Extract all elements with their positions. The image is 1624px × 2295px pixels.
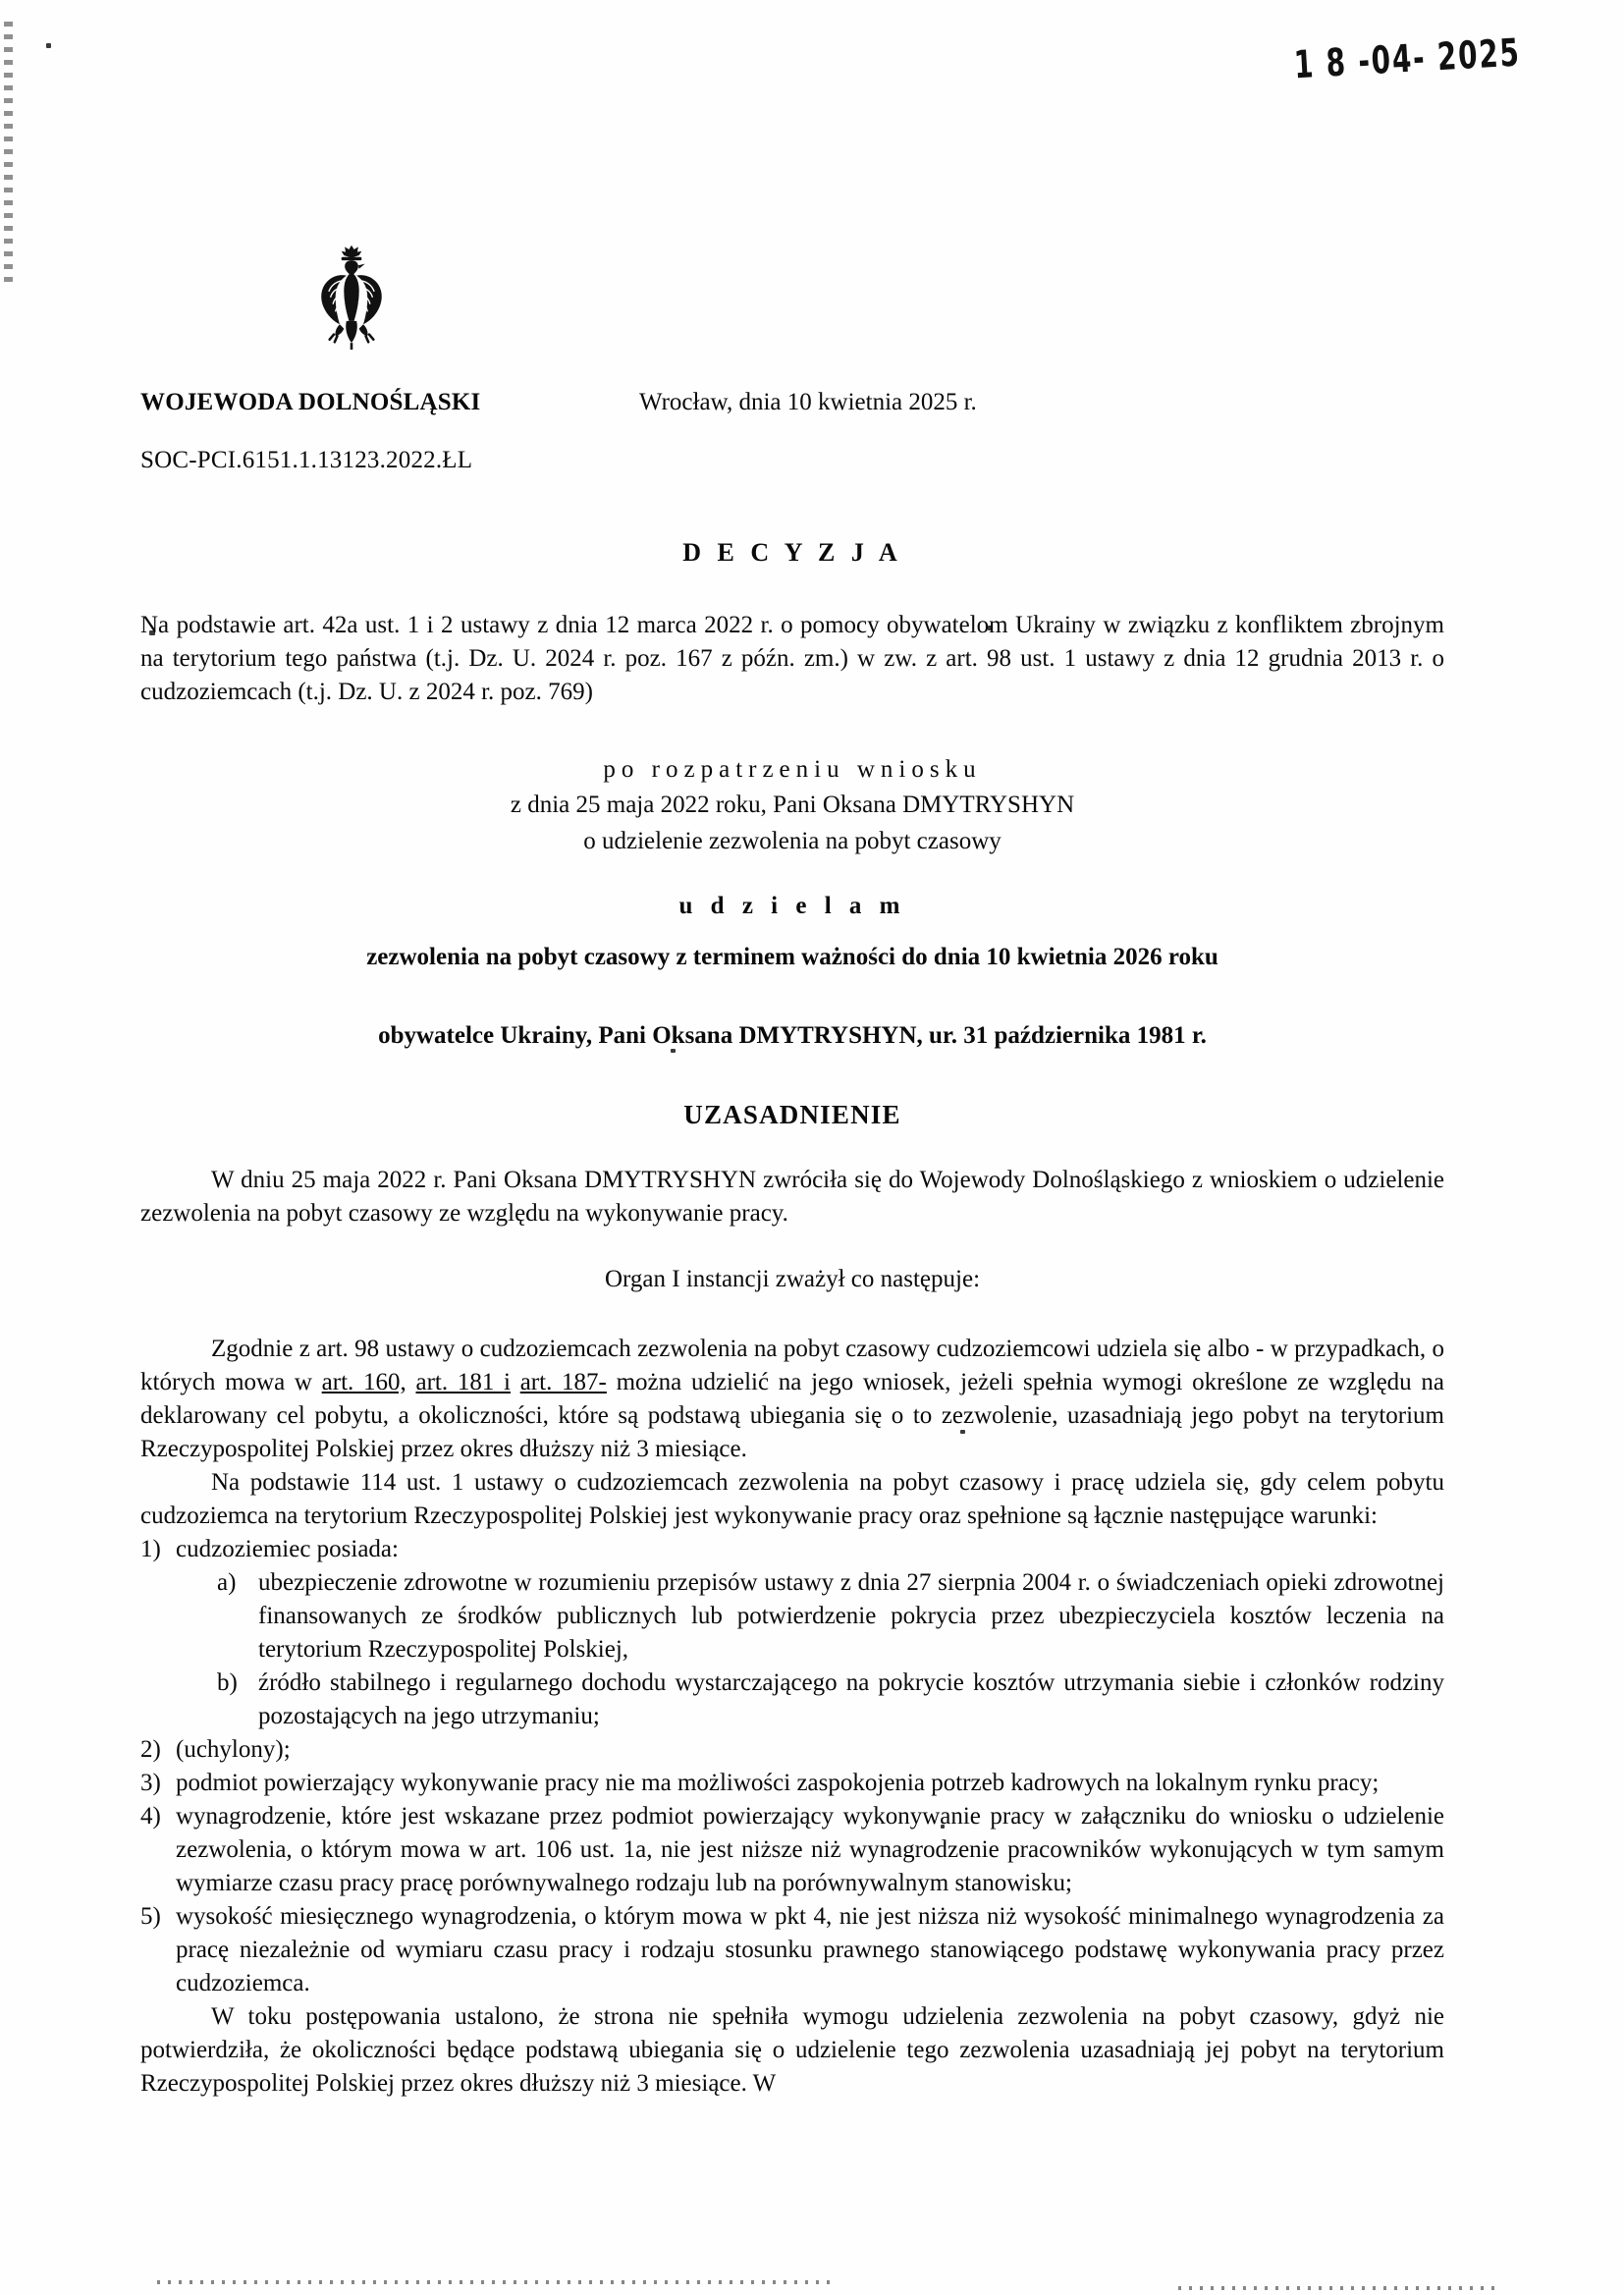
list-marker: 1) — [140, 1535, 161, 1562]
scan-edge-artifact — [4, 22, 13, 287]
grant-text: zezwolenia na pobyt czasowy z terminem ważności do dnia 10 kwietnia 2026 roku — [366, 944, 1218, 970]
case-number: SOC-PCI.6151.1.13123.2022.ŁL — [140, 447, 473, 473]
article-114-paragraph: Na podstawie 114 ust. 1 ustawy o cudzoziemcach zezwolenia na pobyt czasowy i pracę udziela się, gdy celem pobytu cudzoziemca na terytorium Rzeczypospolitej Polskiej jest wykonywanie pracy oraz spełnione są łącznie następujące warunki: — [140, 1468, 1444, 1529]
list-item — [217, 1667, 1444, 1733]
list-marker: b) — [217, 1668, 238, 1696]
scan-bottom-artifact — [1178, 2286, 1502, 2290]
reference-art-181: art. 181 i — [415, 1368, 511, 1395]
list-marker: 5) — [140, 1902, 161, 1930]
list-item — [217, 1566, 1444, 1667]
conditions-list — [140, 1533, 1444, 2000]
list-marker: 4) — [140, 1802, 161, 1830]
subconditions-list — [176, 1566, 1444, 1733]
decision-heading: D E C Y Z J A — [682, 538, 902, 567]
art98-text-before: Zgodnie z art. 98 ustawy o cudzoziemcach zezwolenia na pobyt czasowy cudzoziemcowi udziela się albo - w przypadkach, o których mowa w — [140, 1335, 1444, 1395]
list-item-text: źródło stabilnego i regularnego dochodu wystarczającego na pokrycie kosztów utrzymania siebie i członków rodziny pozostających na jego utrzymaniu; — [258, 1668, 1444, 1729]
art98-text-after: można udzielić na jego wniosek, jeżeli spełnia wymogi określone ze względu na deklarowany cel pobytu, a okoliczności, które są podstawą ubiegania się o to zezwolenie, uzasadniają jego pobyt na terytorium Rzeczypospolitej Polskiej przez okres dłuższy niż 3 miesiące. — [140, 1368, 1444, 1462]
list-item-text: cudzoziemiec posiada: — [176, 1535, 399, 1562]
list-marker: 3) — [140, 1769, 161, 1796]
after-review-label: po rozpatrzeniu wniosku — [603, 756, 982, 783]
justification-intro: W dniu 25 maja 2022 r. Pani Oksana DMYTRYSHYN zwróciła się do Wojewody Dolnośląskiego z wnioskiem o udzielenie zezwolenia na pobyt czasowy ze względu na wykonywanie pracy. — [140, 1166, 1444, 1227]
list-item — [140, 1533, 1444, 1733]
list-item-text: wynagrodzenie, które jest wskazane przez podmiot powierzający wykonywanie pracy w załączniku do wniosku o udzielenie zezwolenia, o którym mowa w art. 106 ust. 1a, nie jest niższe niż wynagrodzenie pracowników wykonujących w tym samym wymiarze czasu pracy pracę porównywalnego rodzaju lub na porównywalnym stanowisku; — [176, 1802, 1444, 1896]
grant-label: u d z i e l a m — [678, 892, 906, 919]
legal-basis-paragraph: Na podstawie art. 42a ust. 1 i 2 ustawy z dnia 12 marca 2022 r. o pomocy obywatelom Ukrainy w związku z konfliktem zbrojnym na terytorium tego państwa (t.j. Dz. U. 2024 r. poz. 167 z późn. zm.) w zw. z art. 98 ust. 1 ustawy z dnia 12 grudnia 2013 r. o cudzoziemcach (t.j. Dz. U. z 2024 r. poz. 769) — [140, 612, 1444, 705]
list-item — [140, 1767, 1444, 1800]
reference-art-160: art. 160, — [321, 1368, 406, 1395]
list-item-text: ubezpieczenie zdrowotne w rozumieniu przepisów ustawy z dnia 27 sierpnia 2004 r. o świadczeniach opieki zdrowotnej finansowanych ze środków publicznych lub potwierdzenie pokrycia przez ubezpieczyciela kosztów leczenia na terytorium Rzeczypospolitej Polskiej, — [258, 1568, 1444, 1663]
space-2 — [511, 1369, 520, 1395]
scan-bottom-artifact — [157, 2280, 835, 2284]
closing-paragraph: W toku postępowania ustalono, że strona nie spełniła wymogu udzielenia zezwolenia na pobyt czasowy, gdyż nie potwierdziła, że okoliczności będące podstawą ubiegania się o udzielenie tego zezwolenia uzasadniają jej pobyt na terytorium Rzeczypospolitej Polskiej przez okres dłuższy niż 3 miesiące. W — [140, 2002, 1444, 2097]
received-date-stamp: 1 8 -04- 2025 — [1293, 30, 1523, 88]
document-body — [140, 511, 1444, 2101]
office-title: WOJEWODA DOLNOŚLĄSKI — [140, 389, 481, 415]
list-item — [140, 1800, 1444, 1900]
list-item-text: wysokość miesięcznego wynagrodzenia, o którym mowa w pkt 4, nie jest niższa niż wysokość minimalnego wynagrodzenia za pracę niezależnie od wymiaru czasu pracy i rodzaju stosunku prawnego stanowiącego podstawę wykonywania pracy przez cudzoziemca. — [176, 1902, 1444, 1996]
justification-heading: UZASADNIENIE — [683, 1099, 901, 1129]
authority-consideration-line: Organ I instancji zważył co następuje: — [604, 1265, 981, 1292]
list-item — [140, 1733, 1444, 1767]
list-marker: 2) — [140, 1735, 161, 1763]
list-item — [140, 1900, 1444, 2000]
recipient-line: obywatelce Ukrainy, Pani Oksana DMYTRYSHYN, ur. 31 października 1981 r. — [378, 1022, 1207, 1050]
application-line: z dnia 25 maja 2022 roku, Pani Oksana DMYTRYSHYN — [510, 792, 1075, 819]
place-and-date: Wrocław, dnia 10 kwietnia 2025 r. — [639, 389, 977, 415]
list-marker: a) — [217, 1568, 237, 1596]
scan-speck — [46, 43, 51, 48]
list-item-text: podmiot powierzający wykonywanie pracy nie ma możliwości zaspokojenia potrzeb kadrowych na lokalnym rynku pracy; — [176, 1769, 1380, 1796]
polish-eagle-emblem — [309, 244, 394, 350]
article-98-paragraph — [140, 1333, 1444, 1466]
reference-art-187: art. 187- — [519, 1368, 607, 1395]
list-item-text: (uchylony); — [176, 1735, 291, 1763]
application-subject: o udzielenie zezwolenia na pobyt czasowy — [583, 827, 1001, 854]
